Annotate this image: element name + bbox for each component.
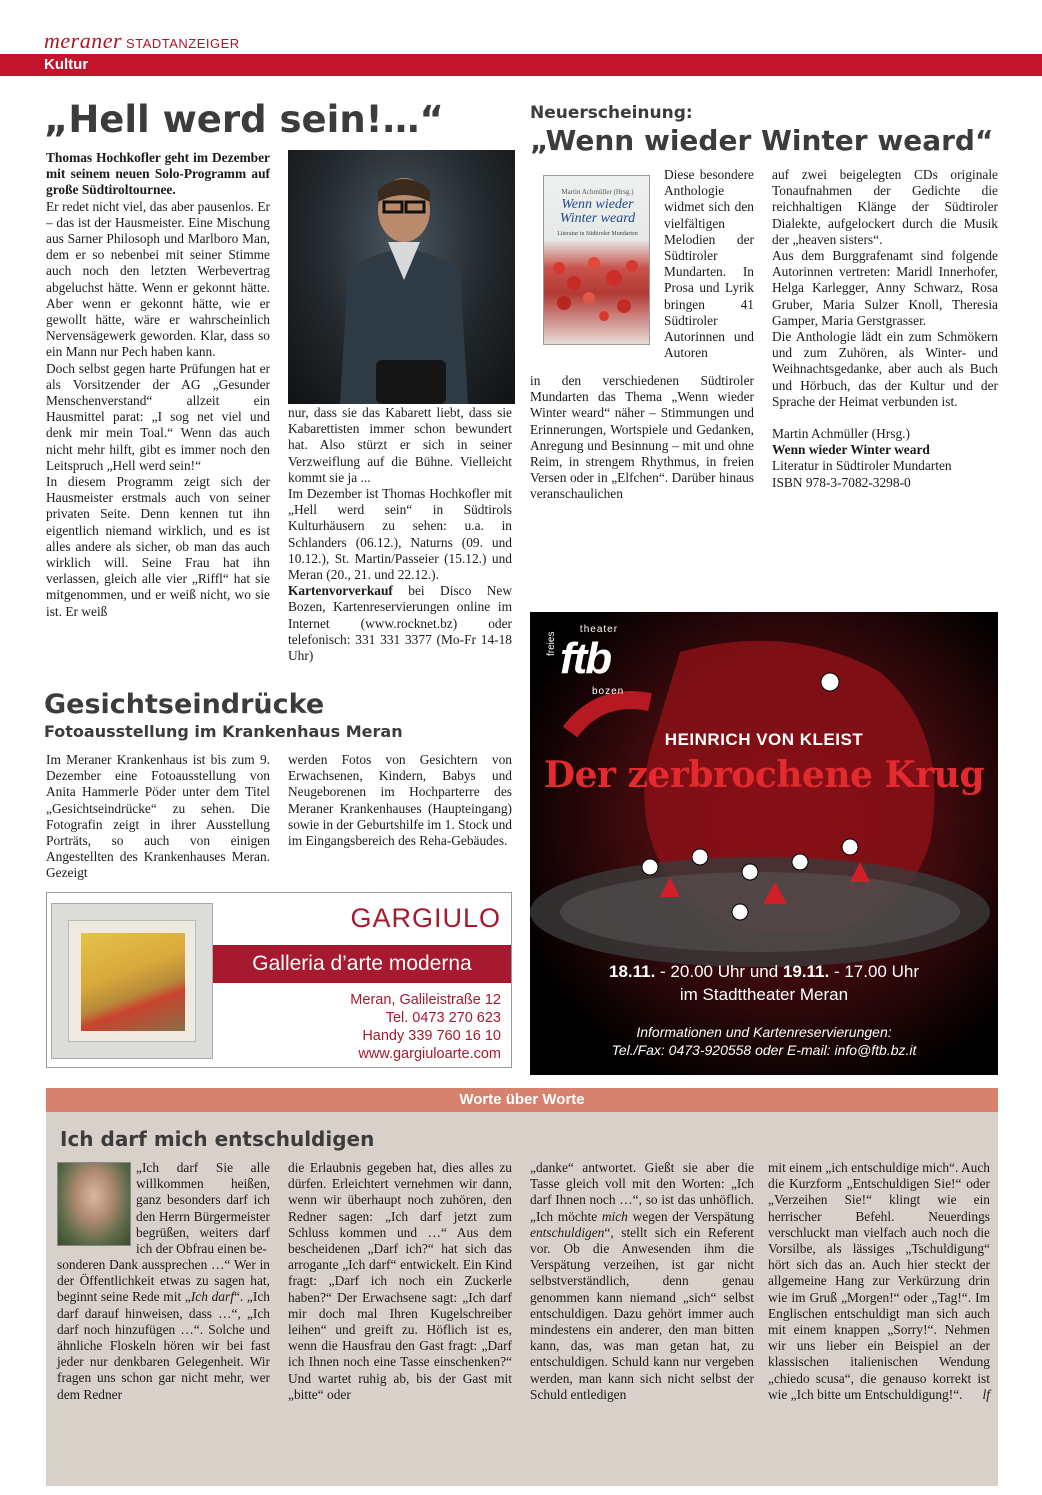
article2-col2 xyxy=(772,167,998,491)
gargiulo-tagline: Galleria d’arte moderna xyxy=(213,945,511,983)
article2-kicker: Neuerscheinung: xyxy=(530,103,693,123)
section-label: Kultur xyxy=(44,56,89,73)
ftb-author: HEINRICH VON KLEIST xyxy=(664,730,864,749)
painting xyxy=(81,933,185,1031)
ftb-info1: Informationen und Kartenreservierungen: xyxy=(636,1024,892,1040)
ftb-title: Der zerbrochene Krug xyxy=(543,754,985,796)
ftb-logo-side: freies xyxy=(546,631,557,656)
book-cover xyxy=(543,175,650,345)
book-title: Wenn wieder Winter weard xyxy=(559,197,636,226)
column-col1-wide xyxy=(57,1257,270,1403)
ftb-logo-city: bozen xyxy=(592,686,625,697)
book-subtitle: Literatur in Südtiroler Mundarten xyxy=(557,231,638,237)
credit-editor: Martin Achmüller (Hrsg.) xyxy=(772,426,910,442)
ftb-venue: im Stadttheater Meran xyxy=(679,985,849,1004)
gargiulo-tel: Tel. 0473 270 623 xyxy=(385,1010,501,1026)
column-col3-text-c: “, stellt sich ein Referent vor. Ob die Anwesenden ihm die Verspätung verzeihen, ist gar nicht selbstverständlich, denn genau genommen kann niemand „sich“ selbst entschuldigen. Dazu gehört immer auch mindestens ein anderer, den man bitten kann, das, was man getan hat, zu entschuldigen. Schuld kann nur vergeben werden, man kann sich nicht selbst der Schuld entledigen xyxy=(530,1224,754,1402)
column-col3-em1: mich xyxy=(601,1208,628,1224)
column-col1-em: Ich darf xyxy=(190,1289,234,1305)
column-rubric-bar xyxy=(46,1088,998,1112)
column-col3 xyxy=(530,1160,754,1403)
article2-p1: auf zwei beigelegten CDs originale Tonaufnahmen der Gedichte die reichhaltigen Klänge der Südtiroler Dialekte, aufgelockert durch die Musik der „heaven sisters“. xyxy=(772,167,998,247)
berries-illustration xyxy=(544,248,651,328)
ftb-date1: - 20.00 Uhr und xyxy=(655,962,783,981)
article2-col1-wide: in den verschiedenen Südtiroler Mundarten das Thema „Wenn wieder Winter weard“ näher – Stimmungen und Erinnerungen, Wortspiele und Gedanken, Anregung und Besinnung – mit und ohne Reim, in strengem Rhythmus, in freien Versen oder in „Elfchen“. Darüber hinaus veranschaulichen xyxy=(530,373,754,502)
column-col1-text-b: “. „Ich darf darauf hinweisen, dass …“, „Ich darf noch hinzufügen …“. Solche und ähnliche Floskeln hören wir bei fast jeder nur denkbaren Gelegenheit. Wir fragen uns schon gar nicht mehr, wer dem Redner xyxy=(57,1289,270,1402)
ftb-dates xyxy=(530,962,998,982)
article3-title: Gesichtseindrücke xyxy=(44,689,325,720)
column-title: Ich darf mich entschuldigen xyxy=(60,1127,375,1151)
column-col3-em2: entschuldigen xyxy=(530,1224,605,1240)
credit-sub: Literatur in Südtiroler Mundarten xyxy=(772,458,952,474)
column-col1-narrow: „Ich darf Sie alle willkommen heißen, ganz besonders darf ich den Herrn Bürgermeister begrüßen, weiters darf ich der Obfrau einen be- xyxy=(136,1160,270,1257)
ftb-date2-bold: 19.11. xyxy=(782,962,830,981)
article1-title: „Hell werd sein!…“ xyxy=(44,98,444,141)
article1-col2 xyxy=(288,405,512,664)
author-photo xyxy=(57,1162,131,1246)
masthead xyxy=(44,28,240,54)
ticket-bold: Kartenvorverkauf xyxy=(288,583,393,599)
ftb-logo-top: theater xyxy=(579,624,619,635)
ftb-logo-main: ftb xyxy=(560,634,611,683)
column-signature: lf xyxy=(982,1386,990,1402)
ftb-date2: - 17.00 Uhr xyxy=(829,962,919,981)
column-col3-text-a: „danke“ antwortet. Gießt sie aber die Tasse gleich voll mit den Worten: „Ich darf Ihnen noch …“, so ist das unhöflich. „Ich möchte xyxy=(530,1160,754,1224)
article1-ticket xyxy=(288,583,512,664)
article3-col1: Im Meraner Krankenhaus ist bis zum 9. Dezember eine Fotoausstellung von Anita Hammerle Pöder unter dem Titel „Gesichtseindrücke“ zu sehen. Die Fotografin zeigt in ihrer Ausstellung Porträts, so auch von einigen Angestellten des Krankenhauses Meran. Gezeigt xyxy=(46,752,270,881)
article3-subtitle: Fotoausstellung im Krankenhaus Meran xyxy=(44,722,403,741)
gargiulo-brand: GARGIULO xyxy=(350,903,501,933)
masthead-name: meraner xyxy=(44,28,123,53)
credit-title: Wenn wieder Winter weard xyxy=(772,442,930,458)
article2-col1-narrow: Diese besondere Anthologie widmet sich den vielfältigen Melodien der Südtiroler Mundarten. In Prosa und Lyrik bringen 41 Südtiroler Autorinnen und Autoren xyxy=(664,167,754,361)
article2-p3: Die Anthologie lädt ein zum Schmökern und zum Zuhören, als Winter- und Weihnachtsgedanke, aber auch als Buch und Hörbuch, das der Kultur und der Sprache der Heimat verbunden ist. xyxy=(772,329,998,409)
column-rubric: Worte über Worte xyxy=(459,1091,585,1108)
article1-p4: nur, dass sie das Kabarett liebt, dass sie Kabarettisten immer schon bewundert hat. Also stürzt er sich in seiner Verzweiflung auf die Bühne. Vielleicht kommt sie ja ... xyxy=(288,405,512,485)
column-col1-text-a: sonderen Dank aussprechen …“ Wer in der Öffentlichkeit etwas zu sagen hat, beginnt seine Rede mit „ xyxy=(57,1257,270,1305)
masthead-sub: STADTANZEIGER xyxy=(126,36,240,51)
performer-figure xyxy=(288,150,515,404)
painting-frame xyxy=(51,903,213,1059)
section-bar xyxy=(0,54,1042,76)
article2-p2: Aus dem Burggrafenamt sind folgende Autorinnen vertreten: Maridl Innerhofer, Helga Karlegger, Anny Schwarz, Rosa Gruber, Maria Sulzer Knoll, Theresia Gamper, Maria Gerstgrasser. xyxy=(772,248,998,328)
ftb-info2: Tel./Fax: 0473-920558 oder E-mail: info@ftb.bz.it xyxy=(611,1042,917,1058)
article1-p3: In diesem Programm zeigt sich der Hausmeister erstmals auch von seiner privaten Seite. Denn kennen tut ihn eigentlich niemand wirklich, und es ist alles andere als sicher, ob man das auch wirklich will. Seine Frau hat ihn verlassen, gleich alle vier „Riffl“ hat sie mitgenommen, und er weiß nicht, wo sie ist. Er weiß xyxy=(46,474,270,619)
credit-isbn: ISBN 978-3-7082-3298-0 xyxy=(772,474,911,490)
article1-p1: Er redet nicht viel, das aber pausenlos. Er – das ist der Hausmeister. Eine Mischung aus Sarner Philosoph und Marlboro Man, dem er so nebenbei mit seiner Stimme auch noch den letzten Werbevertrag abgeluchst hätte. Wenn er gekonnt hätte. Aber wenn er gekonnt hätte, wie er gewollt hätte, wäre er wahrscheinlich Nervensägewerk geworden. Klar, dass so ein Mann nur Pech haben kann. xyxy=(46,198,270,360)
gargiulo-contact xyxy=(350,991,501,1063)
article1-col1 xyxy=(46,150,270,620)
gargiulo-web[interactable]: www.gargiuloarte.com xyxy=(358,1046,501,1062)
gargiulo-address: Meran, Galileistraße 12 xyxy=(350,992,501,1008)
article1-p5: Im Dezember ist Thomas Hochkofler mit „Hell werd sein“ in Südtirols Kulturhäusern zu sehen: u.a. in Schlanders (06.12.), Naturns (09. und 10.12.), St. Martin/Passeier (15.12.) und Meran (20., 21. und 22.12.). xyxy=(288,486,512,583)
column-col4 xyxy=(768,1160,990,1403)
ticket-text: bei Disco New Bozen, Kartenreservierungen online im Internet (www.rocknet.bz) oder telefonisch: 331 331 3377 (Mo-Fr 14-18 Uhr) xyxy=(288,583,512,664)
column-col4-text: mit einem „ich entschuldige mich“. Auch die Kurzform „Entschuldigen Sie!“ oder „Verzeihen Sie!“ klingt wie ein herrischer Befehl. Neuerdings verschluckt man vielfach auch noch die Vorsilbe, als lässiges „Tschuldigung“ hört sich das an. Auch hier steckt der allgemeine Hang zur Verkürzung drin wie im Gruß „Morgen!“ oder „Tag!“. Im Englischen entschuldigt man sich auch mit einem knappen „Sorry!“. Nehmen wir uns lieber ein Beispiel an der klassischen italienischen Wendung „chiedo scusa“, die genauso korrekt ist wie „Ich bitte um Entschuldigung!“. xyxy=(768,1160,990,1402)
portrait-photo xyxy=(288,150,515,404)
book-author: Martin Achmüller (Hrsg.) xyxy=(561,188,634,196)
ad-ftb xyxy=(530,612,998,1075)
ftb-date1-bold: 18.11. xyxy=(609,962,656,981)
article1-p2: Doch selbst gegen harte Prüfungen hat er als Vorsitzender der AG „Gesunder Menschenverstand“ allzeit ein Hausmittel parat: „I sog net viel und denk mir mein Toal.“ Wenn das auch nicht mehr hilft, gibt es immer noch den Leitspruch „Hell werd sein!“ xyxy=(46,360,270,473)
article2-title: „Wenn wieder Winter weard“ xyxy=(530,124,994,157)
article1-lead: Thomas Hochkofler geht im Dezember mit seinem neuen Solo-Programm auf große Südtiroltournee. xyxy=(46,150,270,198)
gargiulo-handy: Handy 339 760 16 10 xyxy=(362,1028,501,1044)
column-col2: die Erlaubnis gegeben hat, dies alles zu dürfen. Erleichtert vernehmen wir dann, wenn wir überhaupt noch zuhören, den Redner sagen: „Ich darf jetzt zum Schluss kommen und …“ Aus dem bescheidenen „Darf ich?“ hat sich das arrogante „Ich darf“ entwickelt. Ein Kind fragt: „Darf ich noch ein Zuckerle haben?“ Der Erwachsene sagt: „Ich darf mir doch mal Ihren Kugelschreiber leihen“ und greift zu. Höflich ist es, wenn die Hausfrau den Gast fragt: „Darf ich Ihnen noch eine Tasse einschenken?“ Und wartet ruhig ab, bis der Gast mit „bitte“ oder xyxy=(288,1160,512,1402)
ad-gargiulo xyxy=(46,892,512,1068)
article3-col2: werden Fotos von Gesichtern von Erwachsenen, Kindern, Babys und Neugeborenen im Hochparterre des Meraner Krankenhauses (Haupteingang) sowie in der Geburtshilfe im 1. Stock und im Eingangsbereich des Reha-Gebäudes. xyxy=(288,752,512,849)
column-col3-text-b: wegen der Verspätung xyxy=(627,1208,754,1224)
